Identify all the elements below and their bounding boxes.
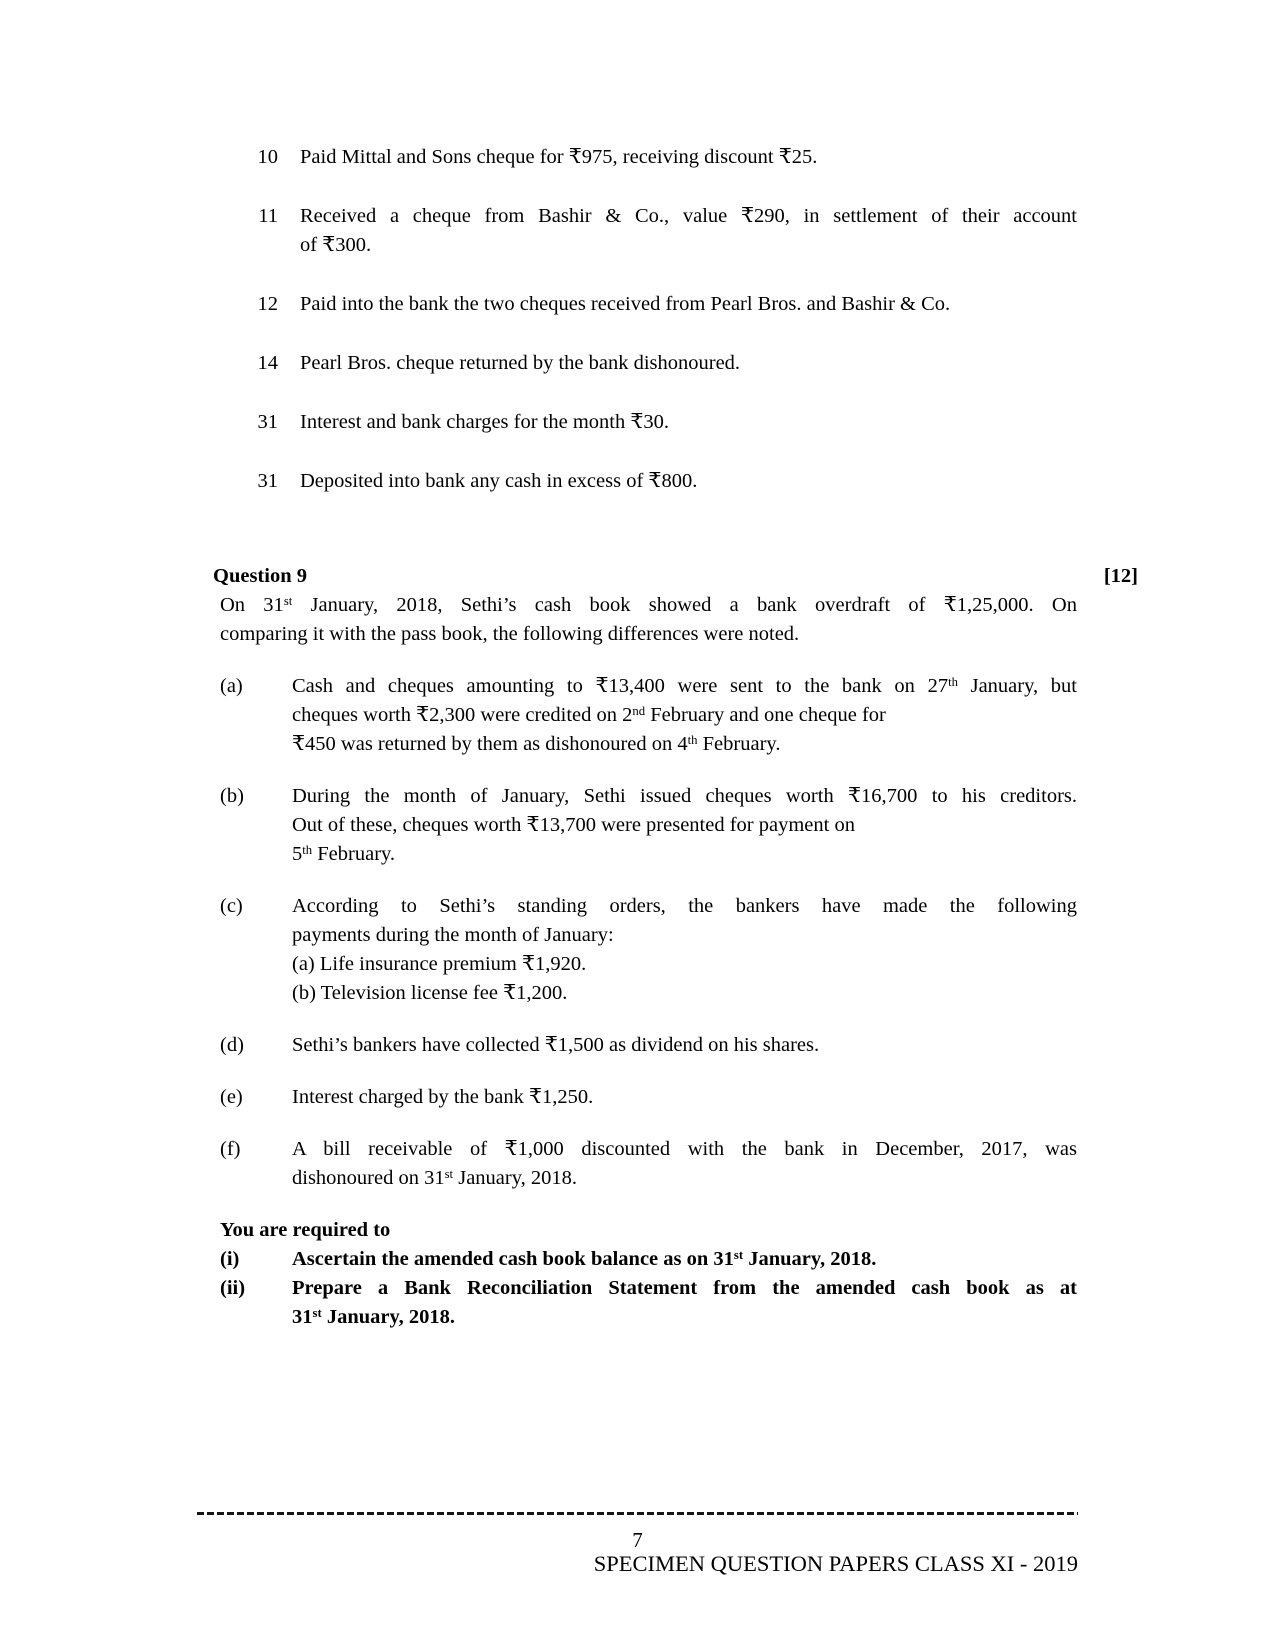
question-subitem-a [220, 672, 1077, 759]
subitem-text: Cash and cheques amounting to ₹13,400 were sent to the bank on 27th January, but cheques worth ₹2,300 were credited on 2nd February and one cheque for ₹450 was returned by them as dishonoured on 4th February. [292, 674, 1077, 755]
transaction-row [0, 408, 1077, 437]
question-subitem-d [220, 1031, 1077, 1060]
subitem-text: Sethi’s bankers have collected ₹1,500 as dividend on his shares. [292, 1034, 820, 1056]
required-label: (ii) [220, 1277, 246, 1299]
transaction-day: 10 [257, 146, 278, 168]
page-number: 7 [632, 1528, 643, 1552]
required-item-ii [220, 1274, 1077, 1332]
subitem-text: A bill receivable of ₹1,000 discounted with the bank in December, 2017, was dishonoured on 31st January, 2018. [292, 1138, 1077, 1189]
transaction-text: Paid Mittal and Sons cheque for ₹975, receiving discount ₹25. [300, 146, 818, 168]
required-text: Ascertain the amended cash book balance as on 31st January, 2018. [292, 1247, 877, 1270]
required-heading: You are required to [220, 1219, 391, 1241]
transaction-row [0, 467, 1077, 496]
question-intro: On 31st January, 2018, Sethi’s cash book showed a bank overdraft of ₹1,25,000. On comparing it with the pass book, the following differences were noted. [220, 593, 1077, 645]
subitem-text: During the month of January, Sethi issued cheques worth ₹16,700 to his creditors. Out of these, cheques worth ₹13,700 were presented for payment on 5th February. [292, 785, 1077, 865]
transactions-list [0, 143, 1077, 526]
required-text: Prepare a Bank Reconciliation Statement from the amended cash book as at 31st January, 2018. [292, 1277, 1077, 1328]
question-title: Question 9 [213, 565, 307, 587]
subitem-text: According to Sethi’s standing orders, the bankers have made the following payments during the month of January: (a) Life insurance premium ₹1,920. (b) Television license fee ₹1,200. [292, 895, 1077, 1004]
transaction-row [0, 143, 1077, 172]
transaction-day: 11 [258, 205, 278, 227]
transaction-text: Paid into the bank the two cheques received from Pearl Bros. and Bashir & Co. [300, 293, 951, 315]
subitem-label: (d) [220, 1034, 244, 1056]
question-subitem-f [220, 1135, 1077, 1193]
question-subitem-e [220, 1083, 1077, 1112]
separator-dashed-line [197, 1512, 1078, 1515]
transaction-day: 31 [257, 470, 278, 492]
subitem-label: (b) [220, 785, 244, 807]
transaction-row [0, 290, 1077, 319]
transaction-day: 31 [257, 411, 278, 433]
question-header [213, 562, 1138, 591]
transaction-text: Deposited into bank any cash in excess of ₹800. [300, 470, 698, 492]
subitem-text: Interest charged by the bank ₹1,250. [292, 1086, 594, 1108]
question-body [220, 591, 1077, 1332]
transaction-day: 14 [257, 352, 278, 374]
transaction-day: 12 [257, 293, 278, 315]
question-subitem-b [220, 782, 1077, 869]
question-subitem-c [220, 892, 1077, 1008]
question-9-section [213, 562, 1138, 1332]
subitem-label: (c) [220, 895, 243, 917]
transaction-row [0, 349, 1077, 378]
subitem-label: (e) [220, 1086, 243, 1108]
subitem-label: (a) [220, 675, 243, 697]
transaction-row [0, 202, 1077, 260]
required-section [220, 1216, 1077, 1332]
question-marks: [12] [1103, 565, 1138, 587]
transaction-text: Received a cheque from Bashir & Co., value ₹290, in settlement of their account of ₹300. [300, 205, 1077, 256]
required-item-i [220, 1245, 1077, 1274]
required-label: (i) [220, 1248, 240, 1270]
transaction-text: Interest and bank charges for the month ₹30. [300, 411, 670, 433]
footer-title: SPECIMEN QUESTION PAPERS CLASS XI - 2019 [593, 1551, 1078, 1576]
subitem-label: (f) [220, 1138, 241, 1160]
transaction-text: Pearl Bros. cheque returned by the bank dishonoured. [300, 352, 741, 374]
